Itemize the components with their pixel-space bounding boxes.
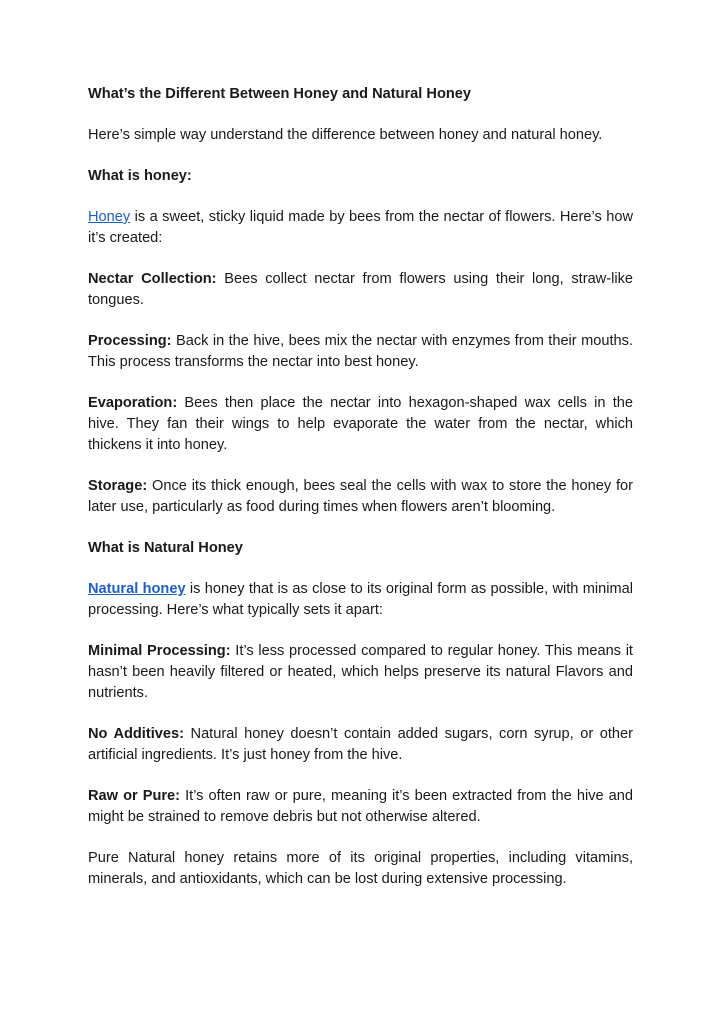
feature-raw-or-pure bbox=[88, 786, 633, 828]
honey-definition-text: is a sweet, sticky liquid made by bees from the nectar of flowers. Here’s how it’s created: bbox=[88, 209, 633, 246]
honey-link[interactable]: Honey bbox=[88, 209, 131, 225]
feature-text: It’s less processed compared to regular honey. This means it hasn’t been heavily filtered or heated, which helps preserve its natural Flavors and nutrients. bbox=[88, 643, 633, 701]
feature-label: No Additives: bbox=[88, 726, 184, 742]
feature-text: Natural honey doesn’t contain added sugars, corn syrup, or other artificial ingredients. It’s just honey from the hive. bbox=[88, 726, 634, 763]
step-text: Back in the hive, bees mix the nectar with enzymes from their mouths. This process transforms the nectar into best honey. bbox=[88, 333, 633, 370]
feature-text: It’s often raw or pure, meaning it’s been extracted from the hive and might be strained to remove debris but not otherwise altered. bbox=[88, 788, 634, 825]
step-label: Evaporation: bbox=[88, 395, 178, 411]
closing-paragraph: Pure Natural honey retains more of its original properties, including vitamins, minerals, and antioxidants, which can be lost during extensive processing. bbox=[88, 850, 633, 887]
honey-definition-paragraph bbox=[88, 207, 633, 249]
step-nectar-collection bbox=[88, 269, 633, 311]
step-evaporation bbox=[88, 393, 633, 456]
feature-label: Minimal Processing: bbox=[88, 643, 231, 659]
step-text: Bees then place the nectar into hexagon-shaped wax cells in the hive. They fan their wings to help evaporate the water from the nectar, which thickens it into honey. bbox=[88, 395, 633, 453]
step-label: Nectar Collection: bbox=[88, 271, 217, 287]
feature-minimal-processing bbox=[88, 641, 633, 704]
document-page bbox=[88, 84, 633, 910]
step-label: Storage: bbox=[88, 478, 148, 494]
section-heading-what-is-honey: What is honey: bbox=[88, 168, 192, 184]
step-processing bbox=[88, 331, 633, 373]
step-label: Processing: bbox=[88, 333, 172, 349]
step-text: Once its thick enough, bees seal the cells with wax to store the honey for later use, particularly as food during times when flowers aren’t blooming. bbox=[88, 478, 633, 515]
intro-paragraph: Here’s simple way understand the difference between honey and natural honey. bbox=[88, 127, 603, 143]
natural-honey-definition-text: is honey that is as close to its original form as possible, with minimal processing. Here’s what typically sets it apart: bbox=[88, 581, 634, 618]
step-text: Bees collect nectar from flowers using their long, straw-like tongues. bbox=[88, 271, 633, 308]
step-storage bbox=[88, 476, 633, 518]
feature-no-additives bbox=[88, 724, 633, 766]
natural-honey-link[interactable]: Natural honey bbox=[88, 581, 186, 597]
natural-honey-definition-paragraph bbox=[88, 579, 633, 621]
feature-label: Raw or Pure: bbox=[88, 788, 181, 804]
section-heading-what-is-natural-honey: What is Natural Honey bbox=[88, 540, 243, 556]
document-title: What’s the Different Between Honey and Natural Honey bbox=[88, 86, 472, 102]
